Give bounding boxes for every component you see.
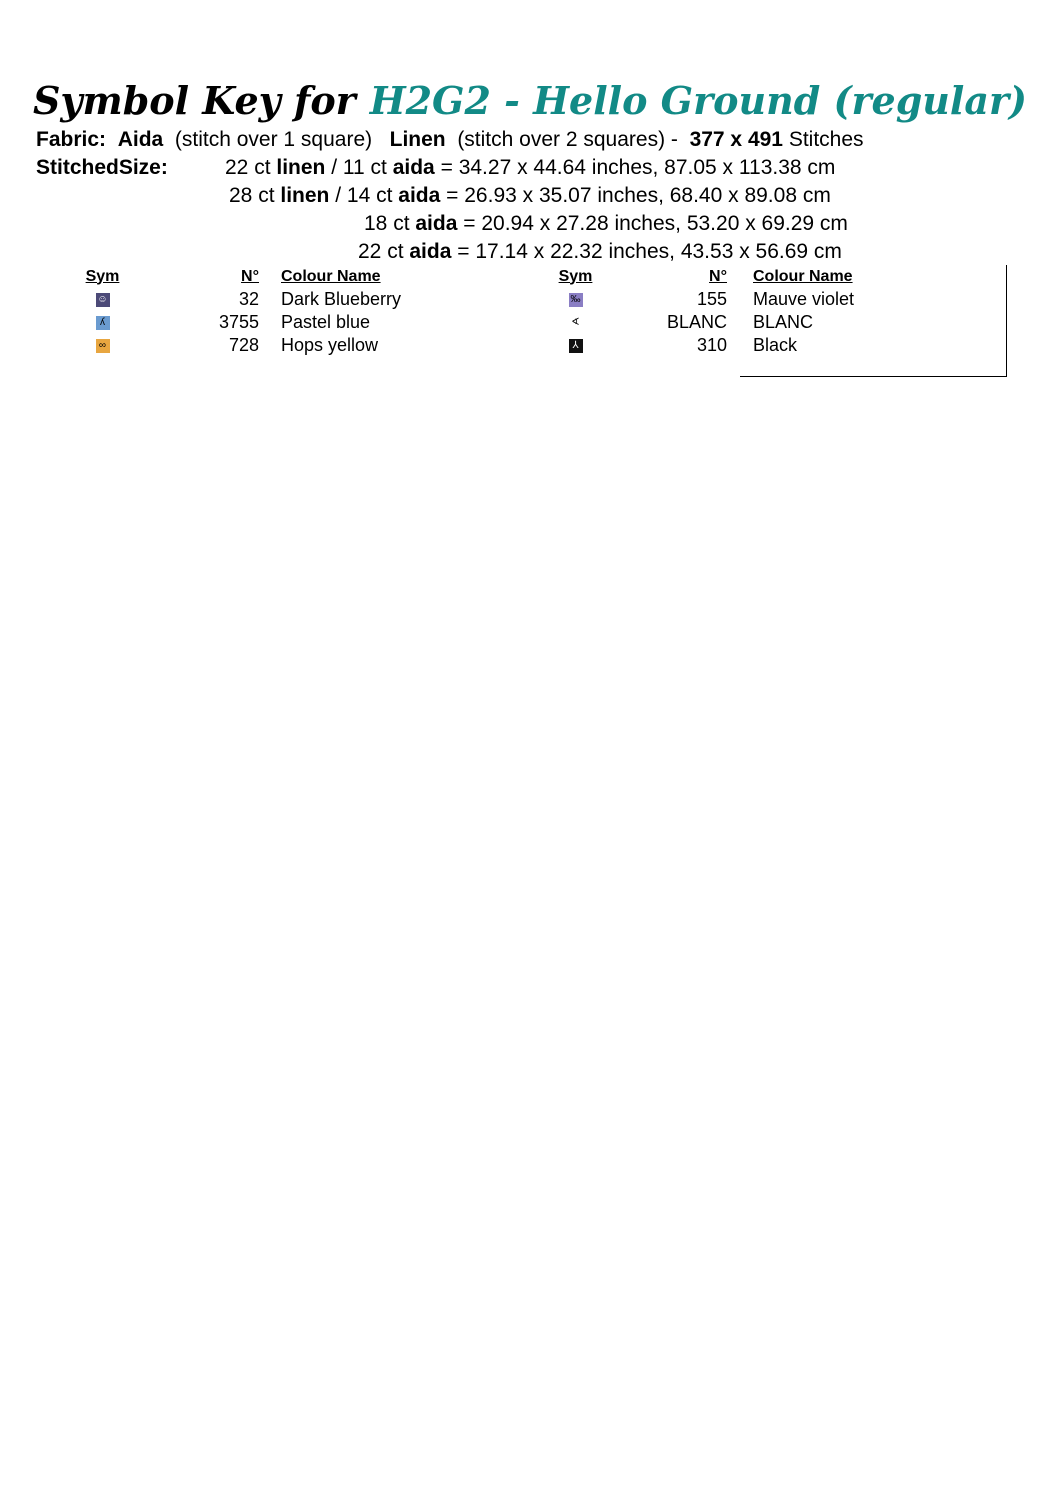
- colour-name: Black: [753, 335, 798, 355]
- colour-name: BLANC: [753, 312, 814, 332]
- header-colour-name: Colour Name: [281, 267, 381, 285]
- spacer: [259, 311, 281, 334]
- key-header-row: [553, 265, 953, 288]
- key-row: [553, 334, 953, 357]
- key-rows-right: [553, 288, 953, 357]
- header-colour-name: Colour Name: [753, 267, 853, 285]
- fabric-aida: Aida: [117, 128, 164, 151]
- stitched-size-label: StitchedSize:: [36, 156, 168, 179]
- fabric-linen-note: (stitch over 2 squares) -: [457, 128, 678, 151]
- spacer: [259, 334, 281, 357]
- size-row: [358, 240, 842, 264]
- size-count: 18 ct: [364, 212, 410, 235]
- header-number: N°: [241, 267, 259, 285]
- key-row: [553, 311, 953, 334]
- spacer: [727, 288, 753, 311]
- table-border-right: [1006, 265, 1007, 377]
- spacer: [259, 288, 281, 311]
- fabric-aida-note: (stitch over 1 square): [174, 128, 373, 151]
- size-row: [229, 184, 831, 208]
- size-fabric: linen: [280, 184, 330, 207]
- stitch-word: Stitches: [788, 128, 864, 151]
- header-number: N°: [709, 267, 727, 285]
- size-dimensions: = 26.93 x 35.07 inches, 68.40 x 89.08 cm: [446, 184, 831, 207]
- size-fabric: aida: [415, 212, 458, 235]
- thread-number: 728: [228, 335, 259, 355]
- size-row: [225, 156, 835, 180]
- header-sym: Sym: [558, 267, 593, 285]
- sym-cell: [80, 334, 125, 357]
- stitch-symbol-icon: ☺: [97, 294, 108, 306]
- colour-name: Pastel blue: [281, 312, 371, 332]
- sym-cell: [553, 334, 598, 357]
- key-row: [80, 288, 481, 311]
- stitch-symbol-icon: ‰: [570, 294, 581, 306]
- stitch-symbol-icon: ʎ: [96, 316, 110, 330]
- fabric-linen: Linen: [389, 128, 446, 151]
- size-count-2: / 14 ct: [335, 184, 393, 207]
- size-fabric-2: aida: [398, 184, 441, 207]
- title-lead: Symbol Key for: [32, 78, 356, 123]
- size-row: [364, 212, 848, 236]
- symbol-key-left: [80, 265, 481, 357]
- thread-number: 32: [238, 289, 259, 309]
- key-rows-left: [80, 288, 481, 357]
- size-count: 28 ct: [229, 184, 275, 207]
- stitch-symbol-icon: ∞: [96, 339, 110, 353]
- size-dimensions: = 20.94 x 27.28 inches, 53.20 x 69.29 cm: [463, 212, 848, 235]
- stitch-symbol-icon: ∢: [569, 316, 583, 330]
- size-fabric: aida: [409, 240, 452, 263]
- key-header-row: [80, 265, 481, 288]
- key-row: [553, 288, 953, 311]
- thread-number: 310: [696, 335, 727, 355]
- spacer: [727, 334, 753, 357]
- size-count: 22 ct: [225, 156, 271, 179]
- page-title: [0, 78, 1060, 123]
- colour-name: Hops yellow: [281, 335, 379, 355]
- size-fabric: linen: [276, 156, 326, 179]
- key-row: [80, 334, 481, 357]
- size-count: 22 ct: [358, 240, 404, 263]
- stitch-count: 377 x 491: [689, 128, 783, 151]
- project-name: H2G2 - Hello Ground (regular): [369, 78, 1027, 123]
- thread-number: 3755: [218, 312, 259, 332]
- thread-number: 155: [696, 289, 727, 309]
- sym-cell: [553, 288, 598, 311]
- symbol-key-right: [553, 265, 953, 357]
- stitch-symbol-icon: ⅄: [569, 339, 583, 353]
- thread-number: BLANC: [666, 312, 727, 332]
- sym-cell: [553, 311, 598, 334]
- fabric-label: Fabric:: [36, 128, 107, 151]
- colour-name: Dark Blueberry: [281, 289, 402, 309]
- size-count-2: / 11 ct: [331, 156, 387, 179]
- sym-cell: [80, 288, 125, 311]
- colour-name: Mauve violet: [753, 289, 855, 309]
- key-row: [80, 311, 481, 334]
- size-dimensions: = 17.14 x 22.32 inches, 43.53 x 56.69 cm: [457, 240, 842, 263]
- size-fabric-2: aida: [392, 156, 435, 179]
- sym-cell: [80, 311, 125, 334]
- table-border-bottom: [740, 376, 1007, 377]
- spacer: [727, 311, 753, 334]
- fabric-line: [36, 128, 864, 152]
- header-sym: Sym: [85, 267, 120, 285]
- size-dimensions: = 34.27 x 44.64 inches, 87.05 x 113.38 cm: [440, 156, 836, 179]
